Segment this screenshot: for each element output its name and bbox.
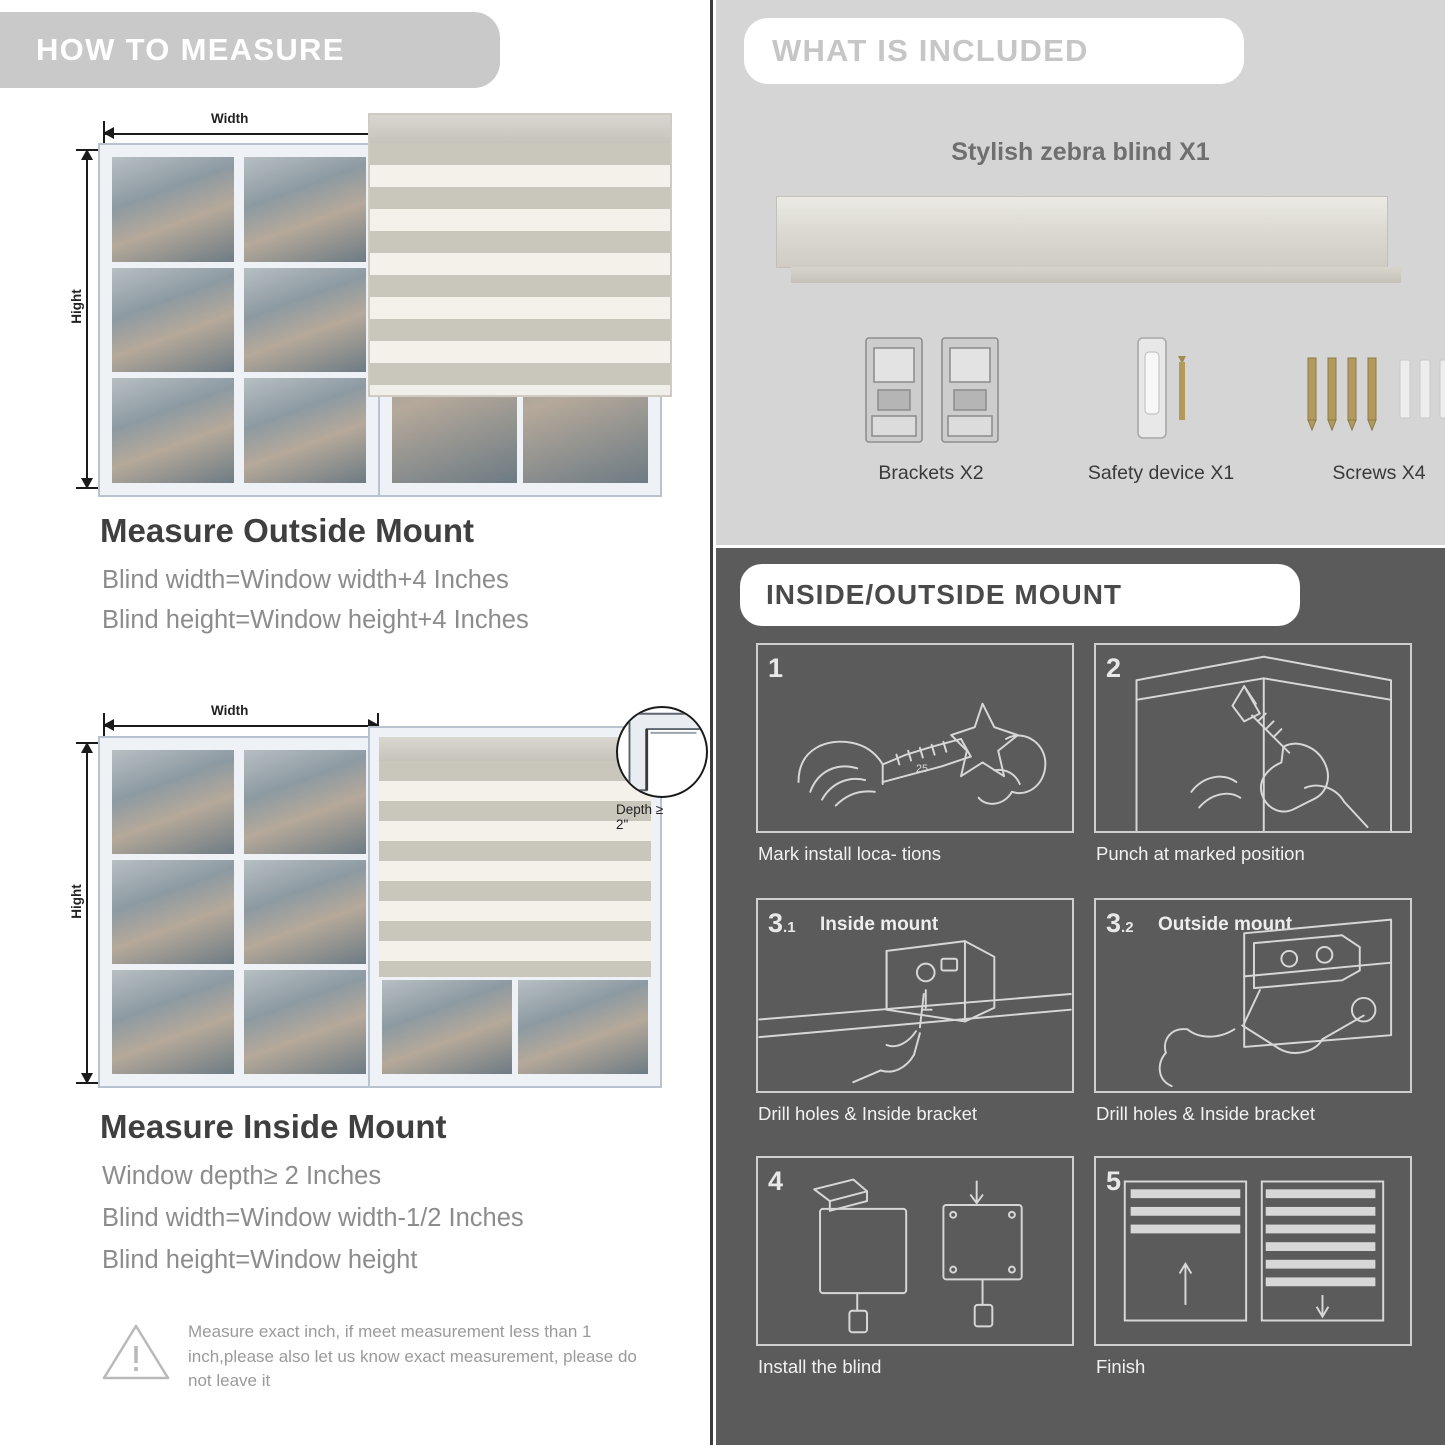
step-3-2-caption: Drill holes & Inside bracket [1096, 1103, 1316, 1124]
blind-outside-mount [370, 115, 670, 495]
outside-width-label: Width [211, 111, 249, 126]
step-4 [756, 1156, 1074, 1391]
step-3-2-number: 3.2 [1106, 908, 1134, 938]
step-1-number: 1 [768, 653, 784, 683]
step-1-caption: Mark install loca- tions [758, 843, 942, 864]
step-2-caption: Punch at marked position [1096, 843, 1305, 864]
inside-mount-title: Measure Inside Mount [100, 1108, 447, 1145]
parts-row [756, 330, 1426, 510]
part-label-brackets: Brackets X2 [878, 462, 984, 484]
window-behind-blind-inside [370, 728, 660, 1086]
main-item-label: Stylish zebra blind X1 [951, 138, 1210, 166]
step-3-2-subtitle: Outside mount [1158, 914, 1293, 935]
outside-mount-line-2: Blind height=Window height+4 Inches [102, 606, 529, 634]
what-is-included-title: WHAT IS INCLUDED [772, 33, 1089, 68]
window-inside-mount [100, 738, 378, 1086]
part-label-safety-device: Safety device X1 [1087, 462, 1235, 484]
outside-mount-illustration [60, 105, 680, 505]
depth-magnifier [616, 706, 708, 798]
inside-mount-line-1: Window depth≥ 2 Inches [102, 1162, 382, 1190]
inside-height-label: Hight [68, 884, 84, 919]
blind-install-icon [758, 1158, 1072, 1344]
step-3-1-caption: Drill holes & Inside bracket [758, 1103, 978, 1124]
step-3-2 [1094, 898, 1412, 1133]
outside-mount-title: Measure Outside Mount [100, 512, 475, 549]
window-outside-mount [100, 145, 378, 495]
zebra-blind-product-image [776, 196, 1388, 268]
inside-bracket-screwdriver-icon [758, 900, 1072, 1091]
outside-width-dimension [103, 111, 379, 139]
svg-text:25: 25 [915, 763, 928, 776]
step-2 [1094, 643, 1412, 873]
hand-tape-measure-icon [758, 645, 1072, 831]
step-3-1-subtitle: Inside mount [820, 914, 939, 935]
outside-bracket-screwdriver-icon [1096, 900, 1410, 1091]
step-3-1-number: 3.1 [768, 908, 796, 938]
inside-mount-illustration [60, 700, 680, 1100]
right-column [716, 0, 1445, 1445]
step-1 [756, 643, 1074, 873]
finished-blinds-icon [1096, 1158, 1410, 1344]
step-5-caption: Finish [1096, 1356, 1146, 1377]
inside-width-dimension [103, 703, 379, 731]
inside-outside-mount-panel [716, 548, 1445, 1445]
step-4-number: 4 [768, 1166, 784, 1196]
step-4-caption: Install the blind [758, 1356, 882, 1377]
part-safety-device [1046, 330, 1276, 510]
safety-device-icon [1108, 330, 1218, 450]
inside-height-dimension [68, 742, 102, 1084]
what-is-included-header [744, 18, 1244, 84]
part-screws [1264, 330, 1445, 510]
measurement-warning [100, 1320, 660, 1394]
step-5-number: 5 [1106, 1166, 1122, 1196]
outside-mount-line-1: Blind width=Window width+4 Inches [102, 566, 509, 594]
inside-mount-line-3: Blind height=Window height [102, 1246, 418, 1274]
step-3-1 [756, 898, 1074, 1133]
depth-label: Depth ≥ 2" [616, 802, 664, 832]
inside-outside-mount-title: INSIDE/OUTSIDE MOUNT [766, 579, 1123, 610]
outside-height-dimension [68, 149, 102, 489]
zebra-blind-outside [370, 115, 670, 395]
screw-icon [1294, 330, 1445, 450]
power-drill-icon [1096, 645, 1410, 831]
how-to-measure-title: HOW TO MEASURE [36, 32, 345, 67]
zebra-blind-inside [379, 737, 651, 977]
what-is-included-panel [716, 0, 1445, 545]
bracket-icon [858, 330, 1008, 450]
how-to-measure-header [0, 12, 500, 88]
blind-inside-mount [370, 728, 670, 1088]
part-brackets [816, 330, 1046, 510]
step-2-number: 2 [1106, 653, 1122, 683]
inside-mount-line-2: Blind width=Window width-1/2 Inches [102, 1204, 524, 1232]
part-label-screws: Screws X4 [1332, 462, 1426, 484]
warning-triangle-icon [100, 1320, 172, 1384]
outside-height-label: Hight [68, 289, 84, 324]
how-to-measure-column [0, 0, 713, 1445]
inside-width-label: Width [211, 703, 249, 718]
warning-text: Measure exact inch, if meet measurement less than 1 inch,please also let us know exact measurement, please do not leave it [188, 1322, 637, 1391]
inside-outside-mount-header [740, 564, 1300, 626]
step-5 [1094, 1156, 1412, 1391]
